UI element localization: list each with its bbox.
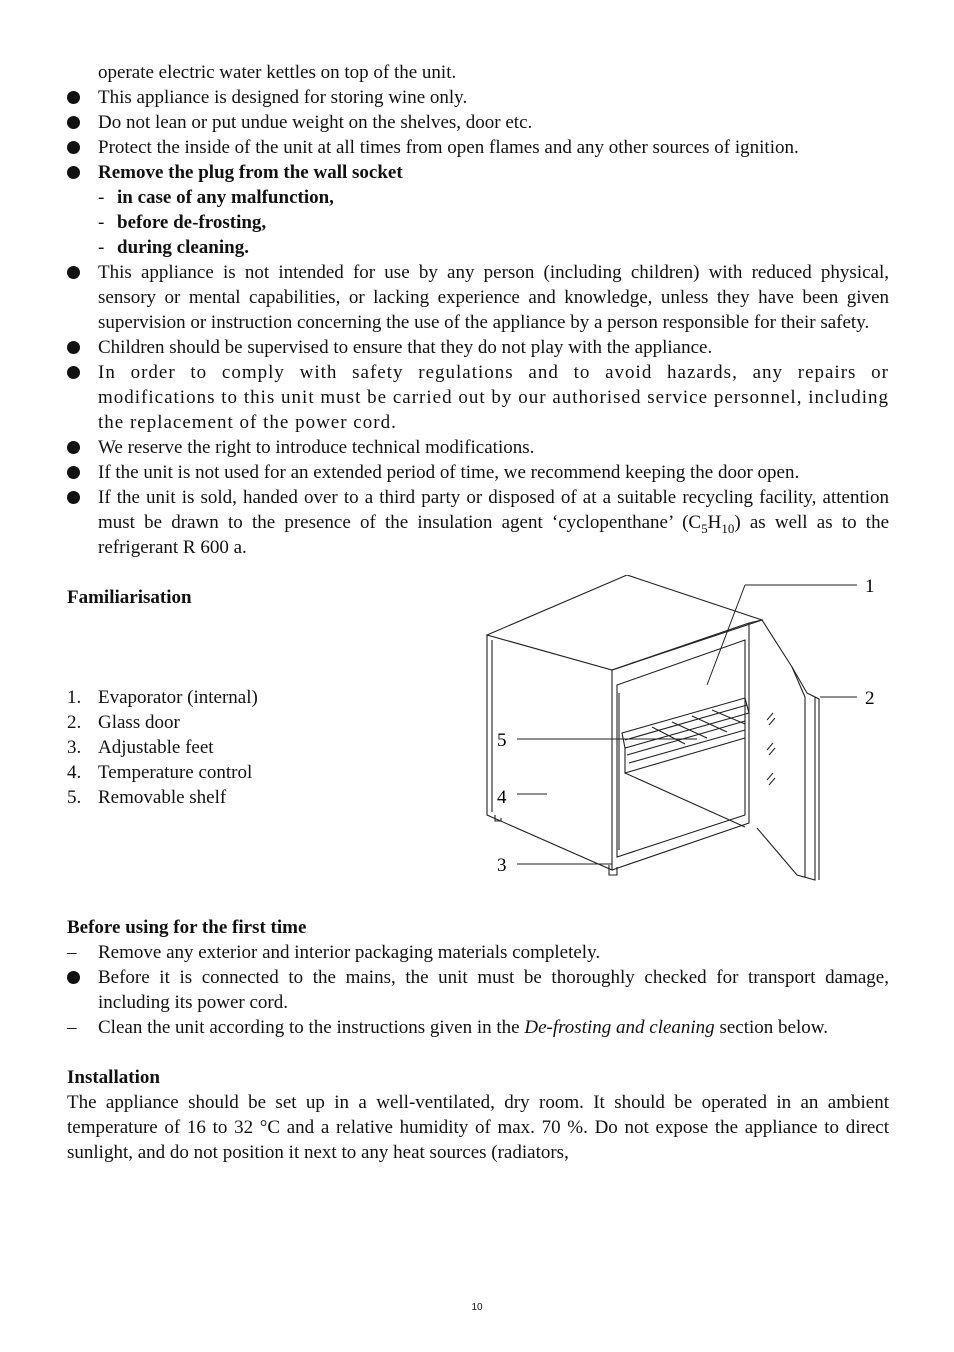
bullet-icon bbox=[67, 366, 80, 379]
bullet-icon bbox=[67, 971, 80, 984]
list-item: 4. Temperature control bbox=[67, 762, 253, 783]
bullet-icon bbox=[67, 166, 80, 179]
bullet-icon bbox=[67, 91, 80, 104]
bullet-icon bbox=[67, 141, 80, 154]
callout-4: 4 bbox=[497, 787, 507, 808]
glass-hatch-marks bbox=[767, 713, 775, 785]
list-item: In order to comply with safety regulations and to avoid hazards, any repairs or modifications to this unit must be carried out by our authorised service personnel, including the replacement of the power cord. bbox=[67, 360, 889, 435]
list-item: We reserve the right to introduce technical modifications. bbox=[67, 435, 889, 460]
bullet-icon bbox=[67, 116, 80, 129]
bullet-icon bbox=[67, 266, 80, 279]
bullet-icon bbox=[67, 441, 80, 454]
bullet-icon bbox=[67, 341, 80, 354]
sub-item: - in case of any malfunction, bbox=[98, 187, 334, 208]
bullet-icon bbox=[67, 466, 80, 479]
sub-item: - before de-frosting, bbox=[98, 212, 267, 233]
callout-2: 2 bbox=[865, 688, 875, 709]
list-item: Before it is connected to the mains, the unit must be thoroughly checked for transport damage, including its power cord. bbox=[67, 965, 889, 1015]
list-item: Children should be supervised to ensure that they do not play with the appliance. bbox=[67, 335, 889, 360]
list-item: – Remove any exterior and interior packaging materials completely. bbox=[67, 942, 601, 963]
section-heading: Familiarisation bbox=[67, 587, 192, 608]
callout-1: 1 bbox=[865, 576, 875, 597]
list-item: 5. Removable shelf bbox=[67, 787, 227, 808]
bullet-icon bbox=[67, 491, 80, 504]
list-item: If the unit is not used for an extended period of time, we recommend keeping the door open. bbox=[67, 460, 889, 485]
list-item: 2. Glass door bbox=[67, 712, 180, 733]
intro-line: operate electric water kettles on top of the unit. bbox=[98, 62, 457, 83]
installation-text: The appliance should be set up in a well-ventilated, dry room. It should be operated in an ambient temperature of 16 to 32 °C and a relative humidity of max. 70 %. Do not expose the appliance to direct sunlight, and do not position it next to any heat sources (radiators, bbox=[67, 1092, 889, 1163]
section-heading: Installation bbox=[67, 1067, 160, 1088]
callout-3: 3 bbox=[497, 855, 507, 876]
cabinet-drawing bbox=[487, 575, 819, 880]
list-item: Protect the inside of the unit at all times from open flames and any other sources of ignition. bbox=[67, 135, 889, 160]
section-heading: Before using for the first time bbox=[67, 917, 307, 938]
familiarisation-section bbox=[67, 576, 889, 915]
list-item-plug: Remove the plug from the wall socket bbox=[67, 160, 889, 185]
list-item: This appliance is not intended for use by any person (including children) with reduced physical, sensory or mental capabilities, or lacking experience and knowledge, unless they have been given supervision or instruction concerning the use of the appliance by a person responsible for their safety. bbox=[67, 260, 889, 335]
list-item-recycling: If the unit is sold, handed over to a third party or disposed of at a suitable recycling facility, attention must be drawn to the presence of the insulation agent ‘cyclopenthane’ $(C_5H_{10})$ as well as to the refrigerant R 600 a. bbox=[67, 485, 889, 560]
list-item: This appliance is designed for storing wine only. bbox=[67, 85, 889, 110]
list-item: 3. Adjustable feet bbox=[67, 737, 214, 758]
page-number: 10 bbox=[471, 1302, 483, 1313]
list-item: 1. Evaporator (internal) bbox=[67, 687, 258, 708]
manual-page bbox=[67, 60, 889, 1165]
wine-cooler-diagram bbox=[427, 575, 887, 905]
callout-lines bbox=[517, 585, 857, 864]
list-item: – Clean the unit according to the instructions given in the De-frosting and cleaning section below. bbox=[67, 1017, 828, 1038]
list-item: Do not lean or put undue weight on the shelves, door etc. bbox=[67, 110, 889, 135]
parts-list bbox=[67, 685, 258, 810]
callout-5: 5 bbox=[497, 730, 507, 751]
sub-item: - during cleaning. bbox=[98, 237, 249, 258]
